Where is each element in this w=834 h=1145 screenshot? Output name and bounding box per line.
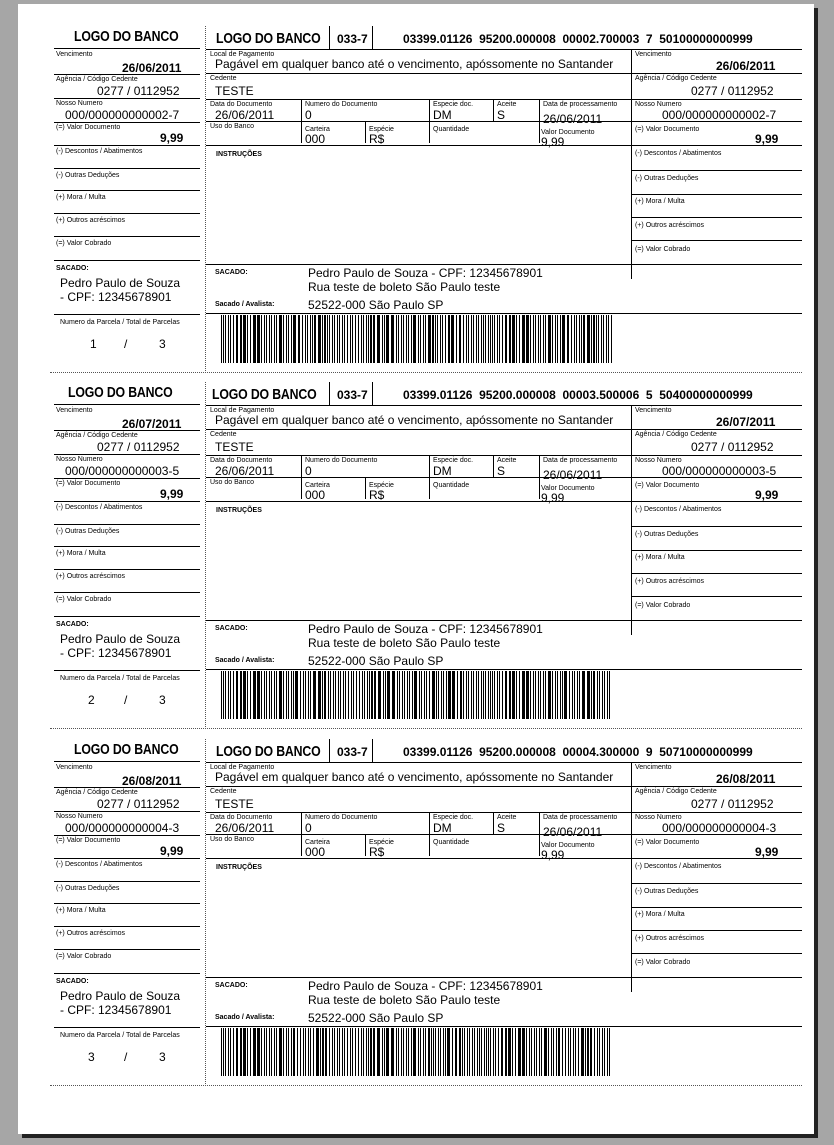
barcode (221, 671, 614, 719)
agencia-label: Agência / Código Cedente (635, 431, 717, 438)
stub-parcela-sep: / (124, 693, 128, 707)
linha-digitavel: 03399.01126 95200.000008 00003.500006 5 50400000000999 (403, 388, 753, 402)
stub-outros-acrescimos-label: (+) Outros acréscimos (56, 930, 126, 937)
valor-documento-main-value: 9,99 (541, 135, 565, 149)
uso-banco-label: Uso do Banco (210, 479, 254, 486)
boleto-slip-2 (18, 378, 814, 734)
bank-code: 033-7 (337, 32, 368, 46)
stub-sacado-cpf: - CPF: 12345678901 (60, 646, 172, 660)
instrucoes-label: INSTRUÇÕES (216, 151, 262, 158)
valor-cobrado-label: (=) Valor Cobrado (635, 246, 691, 253)
stub-sacado-cpf: - CPF: 12345678901 (60, 290, 172, 304)
stub-parcela-total: 3 (159, 1050, 166, 1064)
stub-mora-label: (+) Mora / Multa (56, 194, 106, 201)
stub-valor-documento-value: 9,99 (160, 487, 184, 501)
outros-acrescimos-label: (+) Outros acréscimos (635, 578, 705, 585)
stub-agencia-value: 0277 / 0112952 (97, 797, 180, 811)
valor-documento-label: (=) Valor Documento (635, 482, 700, 489)
quantidade-label: Quantidade (433, 839, 470, 846)
stub-parcela-number: 2 (88, 693, 95, 707)
nosso-numero-label: Nosso Numero (635, 457, 682, 464)
data-documento-label: Data do Documento (210, 814, 273, 821)
stub-valor-cobrado-label: (=) Valor Cobrado (56, 953, 112, 960)
vencimento-value: 26/07/2011 (716, 415, 776, 429)
sacado-name: Pedro Paulo de Souza - CPF: 12345678901 (308, 622, 543, 636)
especie-label: Espécie (369, 126, 394, 133)
sacado-label: SACADO: (215, 269, 248, 276)
stub-parcela-sep: / (124, 337, 128, 351)
nosso-numero-label: Nosso Numero (635, 101, 682, 108)
boleto-slip-1 (18, 22, 814, 378)
stub-sacado-name: Pedro Paulo de Souza (60, 276, 181, 290)
agencia-value: 0277 / 0112952 (691, 440, 774, 454)
carteira-value: 000 (305, 845, 326, 859)
sacado-avalista-label: Sacado / Avalista: (215, 301, 275, 308)
stub-parcela-label: Numero da Parcela / Total de Parcelas (60, 319, 180, 326)
valor-documento-main-value: 9,99 (541, 848, 565, 862)
sacado-label: SACADO: (215, 625, 248, 632)
stub-nosso-numero-value: 000/000000000003-5 (65, 464, 180, 478)
valor-documento-value: 9,99 (755, 488, 779, 502)
local-pagamento-label: Local de Pagamento (210, 51, 275, 58)
especie-doc-value: DM (433, 464, 452, 478)
stub-valor-documento-value: 9,99 (160, 131, 184, 145)
agencia-label: Agência / Código Cedente (635, 788, 717, 795)
stub-parcela-total: 3 (159, 693, 166, 707)
stub-valor-documento-label: (=) Valor Documento (56, 124, 121, 131)
valor-documento-main-value: 9,99 (541, 491, 565, 505)
mora-label: (+) Mora / Multa (635, 554, 685, 561)
stub-sacado-label: SACADO: (56, 978, 89, 985)
stub-vencimento-label: Vencimento (56, 764, 93, 771)
stub-valor-documento-label: (=) Valor Documento (56, 480, 121, 487)
valor-documento-label: (=) Valor Documento (635, 839, 700, 846)
barcode (221, 1028, 614, 1076)
stub-sacado-label: SACADO: (56, 621, 89, 628)
stub-valor-documento-value: 9,99 (160, 844, 184, 858)
stub-vencimento-value: 26/08/2011 (122, 774, 182, 788)
data-documento-label: Data do Documento (210, 101, 273, 108)
numero-documento-value: 0 (305, 821, 312, 835)
data-processamento-value: 26/06/2011 (543, 112, 603, 126)
aceite-label: Aceite (497, 814, 517, 821)
valor-documento-main-label: Valor Documento (541, 842, 595, 849)
outras-deducoes-label: (-) Outras Deduções (635, 531, 699, 538)
descontos-label: (-) Descontos / Abatimentos (635, 150, 722, 157)
stub-valor-documento-label: (=) Valor Documento (56, 837, 121, 844)
instrucoes-label: INSTRUÇÕES (216, 864, 262, 871)
valor-documento-label: (=) Valor Documento (635, 126, 700, 133)
especie-label: Espécie (369, 482, 394, 489)
sacado-city: 52522-000 São Paulo SP (308, 1011, 444, 1025)
sacado-name: Pedro Paulo de Souza - CPF: 12345678901 (308, 979, 543, 993)
stub-nosso-numero-value: 000/000000000002-7 (65, 108, 180, 122)
cedente-label: Cedente (210, 75, 237, 82)
valor-documento-main-label: Valor Documento (541, 485, 595, 492)
especie-doc-label: Especie doc. (433, 457, 474, 464)
cedente-value: TESTE (215, 797, 254, 811)
valor-cobrado-label: (=) Valor Cobrado (635, 959, 691, 966)
cedente-value: TESTE (215, 84, 254, 98)
numero-documento-value: 0 (305, 108, 312, 122)
stub-mora-label: (+) Mora / Multa (56, 550, 106, 557)
agencia-label: Agência / Código Cedente (635, 75, 717, 82)
stub-parcela-number: 3 (88, 1050, 95, 1064)
stub-parcela-total: 3 (159, 337, 166, 351)
outros-acrescimos-label: (+) Outros acréscimos (635, 222, 705, 229)
outras-deducoes-label: (-) Outras Deduções (635, 175, 699, 182)
stub-agencia-label: Agência / Código Cedente (56, 789, 138, 796)
stub-vencimento-label: Vencimento (56, 51, 93, 58)
stub-mora-label: (+) Mora / Multa (56, 907, 106, 914)
stub-agencia-value: 0277 / 0112952 (97, 440, 180, 454)
numero-documento-label: Numero do Documento (305, 101, 378, 108)
boleto-page (18, 4, 814, 1134)
data-documento-value: 26/06/2011 (215, 821, 275, 835)
stub-sacado-cpf: - CPF: 12345678901 (60, 1003, 172, 1017)
especie-doc-value: DM (433, 108, 452, 122)
stub-agencia-label: Agência / Código Cedente (56, 76, 138, 83)
agencia-value: 0277 / 0112952 (691, 84, 774, 98)
data-documento-label: Data do Documento (210, 457, 273, 464)
sacado-label: SACADO: (215, 982, 248, 989)
data-processamento-label: Data de processamento (543, 101, 618, 108)
aceite-label: Aceite (497, 101, 517, 108)
stub-bank-logo: LOGO DO BANCO (74, 28, 179, 45)
cedente-label: Cedente (210, 788, 237, 795)
stub-nosso-numero-label: Nosso Numero (56, 813, 103, 820)
stub-sacado-name: Pedro Paulo de Souza (60, 632, 181, 646)
outros-acrescimos-label: (+) Outros acréscimos (635, 935, 705, 942)
mora-label: (+) Mora / Multa (635, 198, 685, 205)
stub-agencia-value: 0277 / 0112952 (97, 84, 180, 98)
agencia-value: 0277 / 0112952 (691, 797, 774, 811)
bank-code: 033-7 (337, 388, 368, 402)
especie-label: Espécie (369, 839, 394, 846)
numero-documento-label: Numero do Documento (305, 457, 378, 464)
sacado-city: 52522-000 São Paulo SP (308, 654, 444, 668)
sacado-city: 52522-000 São Paulo SP (308, 298, 444, 312)
data-processamento-value: 26/06/2011 (543, 825, 603, 839)
stub-nosso-numero-label: Nosso Numero (56, 100, 103, 107)
especie-value: R$ (369, 845, 385, 859)
sacado-avalista-label: Sacado / Avalista: (215, 657, 275, 664)
sacado-address: Rua teste de boleto São Paulo teste (308, 993, 501, 1007)
nosso-numero-value: 000/000000000003-5 (662, 464, 777, 478)
stub-outros-acrescimos-label: (+) Outros acréscimos (56, 573, 126, 580)
valor-documento-value: 9,99 (755, 845, 779, 859)
stub-parcela-label: Numero da Parcela / Total de Parcelas (60, 1032, 180, 1039)
stub-descontos-label: (-) Descontos / Abatimentos (56, 861, 143, 868)
aceite-value: S (497, 821, 506, 835)
stub-valor-cobrado-label: (=) Valor Cobrado (56, 240, 112, 247)
aceite-label: Aceite (497, 457, 517, 464)
especie-doc-label: Especie doc. (433, 814, 474, 821)
nosso-numero-label: Nosso Numero (635, 814, 682, 821)
cedente-label: Cedente (210, 431, 237, 438)
carteira-value: 000 (305, 132, 326, 146)
data-documento-value: 26/06/2011 (215, 464, 275, 478)
sacado-address: Rua teste de boleto São Paulo teste (308, 636, 501, 650)
carteira-label: Carteira (305, 126, 330, 133)
vencimento-label: Vencimento (635, 407, 672, 414)
descontos-label: (-) Descontos / Abatimentos (635, 506, 722, 513)
bank-logo: LOGO DO BANCO (212, 386, 317, 403)
nosso-numero-value: 000/000000000002-7 (662, 108, 777, 122)
descontos-label: (-) Descontos / Abatimentos (635, 863, 722, 870)
uso-banco-label: Uso do Banco (210, 123, 254, 130)
bank-code: 033-7 (337, 745, 368, 759)
linha-digitavel: 03399.01126 95200.000008 00004.300000 9 50710000000999 (403, 745, 753, 759)
stub-nosso-numero-value: 000/000000000004-3 (65, 821, 180, 835)
local-pagamento-label: Local de Pagamento (210, 407, 275, 414)
quantidade-label: Quantidade (433, 126, 470, 133)
especie-value: R$ (369, 132, 385, 146)
vencimento-label: Vencimento (635, 51, 672, 58)
data-processamento-value: 26/06/2011 (543, 468, 603, 482)
valor-documento-value: 9,99 (755, 132, 779, 146)
sacado-avalista-label: Sacado / Avalista: (215, 1014, 275, 1021)
stub-outros-acrescimos-label: (+) Outros acréscimos (56, 217, 126, 224)
local-pagamento-value: Pagável em qualquer banco até o vencimento, apóssomente no Santander (215, 57, 614, 71)
aceite-value: S (497, 464, 506, 478)
vencimento-value: 26/08/2011 (716, 772, 776, 786)
carteira-label: Carteira (305, 482, 330, 489)
stub-nosso-numero-label: Nosso Numero (56, 456, 103, 463)
stub-vencimento-value: 26/06/2011 (122, 61, 182, 75)
bank-logo: LOGO DO BANCO (216, 30, 321, 47)
nosso-numero-value: 000/000000000004-3 (662, 821, 777, 835)
sacado-address: Rua teste de boleto São Paulo teste (308, 280, 501, 294)
stub-sacado-name: Pedro Paulo de Souza (60, 989, 181, 1003)
boleto-slip-3 (18, 735, 814, 1091)
instrucoes-label: INSTRUÇÕES (216, 507, 262, 514)
data-documento-value: 26/06/2011 (215, 108, 275, 122)
uso-banco-label: Uso do Banco (210, 836, 254, 843)
numero-documento-label: Numero do Documento (305, 814, 378, 821)
stub-outras-deducoes-label: (-) Outras Deduções (56, 528, 120, 535)
stub-descontos-label: (-) Descontos / Abatimentos (56, 148, 143, 155)
local-pagamento-label: Local de Pagamento (210, 764, 275, 771)
stub-bank-logo: LOGO DO BANCO (68, 384, 173, 401)
stub-outras-deducoes-label: (-) Outras Deduções (56, 885, 120, 892)
aceite-value: S (497, 108, 506, 122)
barcode (221, 315, 614, 363)
local-pagamento-value: Pagável em qualquer banco até o vencimento, apóssomente no Santander (215, 413, 614, 427)
mora-label: (+) Mora / Multa (635, 911, 685, 918)
especie-doc-label: Especie doc. (433, 101, 474, 108)
cedente-value: TESTE (215, 440, 254, 454)
stub-parcela-sep: / (124, 1050, 128, 1064)
local-pagamento-value: Pagável em qualquer banco até o vencimento, apóssomente no Santander (215, 770, 614, 784)
stub-parcela-label: Numero da Parcela / Total de Parcelas (60, 675, 180, 682)
sacado-name: Pedro Paulo de Souza - CPF: 12345678901 (308, 266, 543, 280)
stub-vencimento-value: 26/07/2011 (122, 417, 182, 431)
stub-vencimento-label: Vencimento (56, 407, 93, 414)
especie-doc-value: DM (433, 821, 452, 835)
data-processamento-label: Data de processamento (543, 457, 618, 464)
stub-parcela-number: 1 (90, 337, 97, 351)
vencimento-value: 26/06/2011 (716, 59, 776, 73)
especie-value: R$ (369, 488, 385, 502)
stub-valor-cobrado-label: (=) Valor Cobrado (56, 596, 112, 603)
bank-logo: LOGO DO BANCO (216, 743, 321, 760)
linha-digitavel: 03399.01126 95200.000008 00002.700003 7 50100000000999 (403, 32, 753, 46)
outras-deducoes-label: (-) Outras Deduções (635, 888, 699, 895)
stub-agencia-label: Agência / Código Cedente (56, 432, 138, 439)
stub-bank-logo: LOGO DO BANCO (74, 741, 179, 758)
carteira-label: Carteira (305, 839, 330, 846)
carteira-value: 000 (305, 488, 326, 502)
quantidade-label: Quantidade (433, 482, 470, 489)
data-processamento-label: Data de processamento (543, 814, 618, 821)
numero-documento-value: 0 (305, 464, 312, 478)
stub-descontos-label: (-) Descontos / Abatimentos (56, 504, 143, 511)
valor-cobrado-label: (=) Valor Cobrado (635, 602, 691, 609)
valor-documento-main-label: Valor Documento (541, 129, 595, 136)
vencimento-label: Vencimento (635, 764, 672, 771)
stub-sacado-label: SACADO: (56, 265, 89, 272)
stub-outras-deducoes-label: (-) Outras Deduções (56, 172, 120, 179)
